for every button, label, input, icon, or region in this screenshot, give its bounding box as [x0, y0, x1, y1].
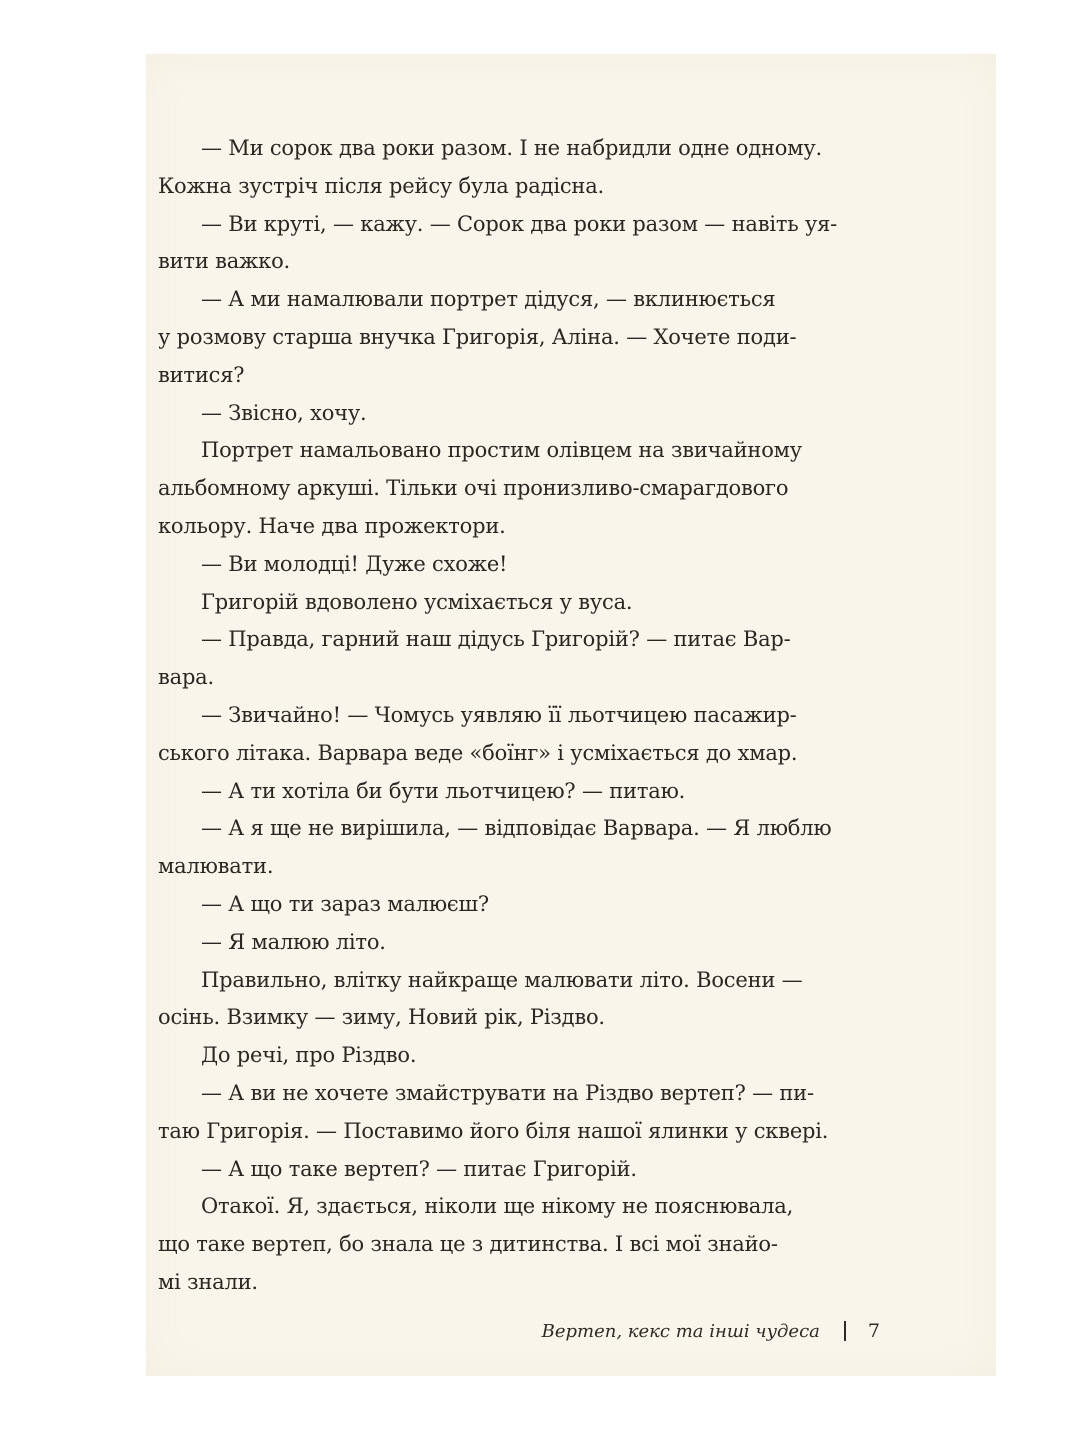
text-line: малювати.: [158, 854, 274, 879]
text-line: альбомному аркуші. Тільки очі пронизливо-смарагдового: [158, 476, 789, 501]
text-line: — Звісно, хочу.: [201, 400, 367, 425]
page-footer: [146, 1315, 880, 1347]
text-line: Правильно, влітку найкраще малювати літо. Восени —: [201, 967, 803, 992]
running-title: Вертеп, кекс та інші чудеса: [541, 1320, 820, 1342]
text-line: витися?: [158, 362, 245, 387]
text-line: — Звичайно! — Чомусь уявляю її льотчицею пасажир-: [201, 702, 797, 727]
text-line: Григорій вдоволено усміхається у вуса.: [201, 589, 633, 614]
text-line: — Ви круті, — кажу. — Сорок два роки разом — навіть уя-: [201, 211, 838, 236]
footer-separator: [844, 1321, 846, 1341]
text-line: — А я ще не вирішила, — відповідає Варвара. — Я люблю: [201, 816, 832, 841]
page-number: 7: [867, 1320, 880, 1342]
text-line: До речі, про Різдво.: [201, 1043, 417, 1068]
text-line: — Ми сорок два роки разом. І не набридли одне одному.: [201, 136, 822, 160]
text-line: вити важко.: [158, 249, 291, 274]
text-line: мі знали.: [158, 1269, 258, 1294]
text-line: — А ти хотіла би бути льотчицею? — питаю.: [201, 778, 686, 803]
text-line: — Я малюю літо.: [201, 929, 386, 954]
text-line: ського літака. Варвара веде «боїнг» і усміхається до хмар.: [158, 740, 798, 765]
text-line: кольору. Наче два прожектори.: [158, 513, 506, 538]
text-line: — А ми намалювали портрет дідуся, — вклинюється: [201, 287, 776, 312]
text-line: Портрет намальовано простим олівцем на звичайному: [201, 438, 802, 463]
text-line: — А що таке вертеп? — питає Григорій.: [201, 1156, 637, 1181]
text-line: — Ви молодці! Дуже схоже!: [201, 551, 508, 576]
text-line: Кожна зустріч після рейсу була радісна.: [158, 173, 605, 198]
page-body-text: [158, 130, 988, 1302]
text-line: таю Григорія. — Поставимо його біля нашої ялинки у сквері.: [158, 1118, 829, 1143]
text-line: Отакої. Я, здається, ніколи ще нікому не пояснювала,: [201, 1194, 794, 1219]
text-line: — А ви не хочете змайструвати на Різдво вертеп? — пи-: [201, 1080, 814, 1105]
text-line: — Правда, гарний наш дідусь Григорій? — питає Вар-: [201, 627, 791, 652]
text-line: осінь. Взимку — зиму, Новий рік, Різдво.: [158, 1005, 605, 1030]
text-line: — А що ти зараз малюєш?: [201, 891, 489, 916]
text-line: вара.: [158, 665, 214, 690]
text-line: у розмову старша внучка Григорія, Аліна. — Хочете поди-: [158, 324, 797, 349]
book-page: [146, 54, 996, 1376]
text-line: що таке вертеп, бо знала це з дитинства. І всі мої знайо-: [158, 1232, 778, 1257]
